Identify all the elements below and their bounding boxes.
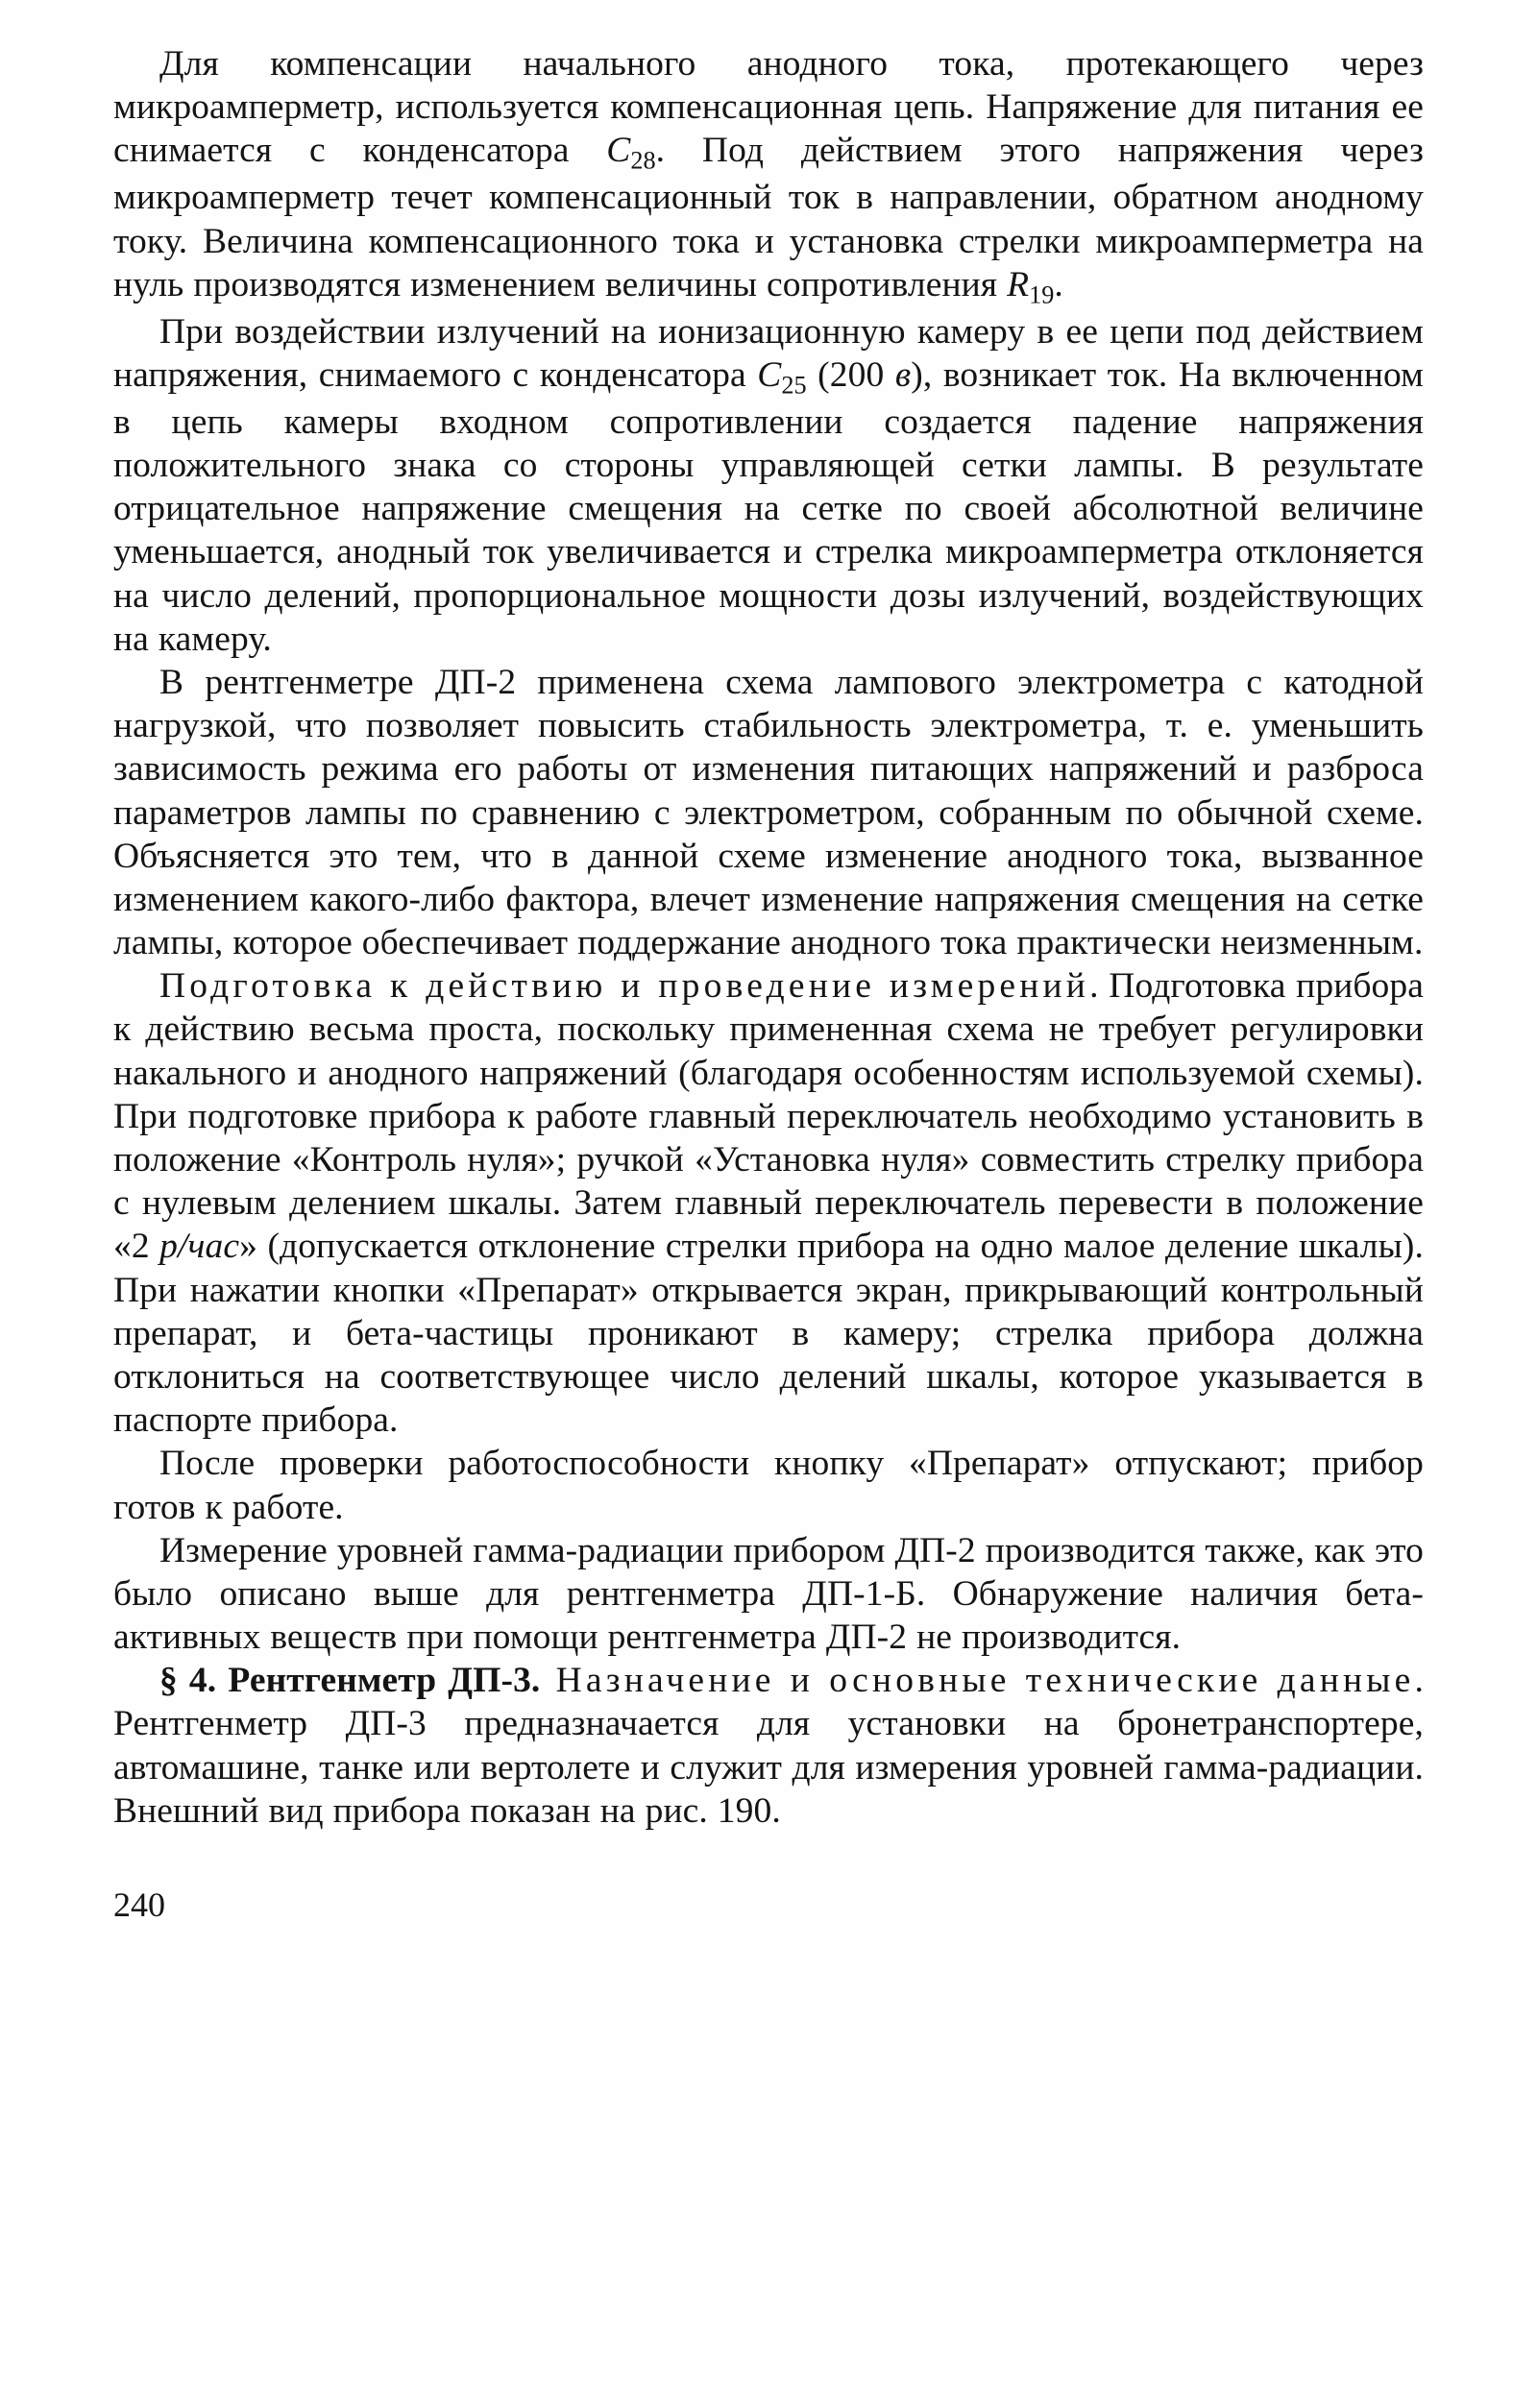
paragraph-list — [113, 42, 1424, 1833]
text-run: Для компенсации начального анодного тока, протекающего через микроамперметр, используется компенсационная цепь. Напряжение для питания ее снимается с конденсатора — [113, 44, 1424, 171]
paragraph — [113, 42, 1424, 310]
text-run: » (допускается отклонение стрелки прибора на одно малое деление шкалы). При нажатии кнопки «Препарат» открывается экран, прикрывающий контрольный препарат, и бета-частицы проникают в камеру; стрелка прибора должна отклониться на соответствующее число делений шкалы, которое указывается в паспорте прибора. — [113, 1227, 1424, 1441]
text-run: В рентгенметре ДП-2 применена схема лампового электрометра с катодной нагрузкой, что позволяет повысить стабильность электрометра, т. е. уменьшить зависимость режима его работы от изменения питающих напряжений и разброса параметров лампы по сравнению с электрометром, собранным по обычной схеме. Объясняется это тем, что в данной схеме изменение анодного тока, вызванное изменением какого-либо фактора, влечет изменение напряжения смещения на сетке лампы, которое обеспечивает поддержание анодного тока практически неизменным. — [113, 662, 1424, 963]
text-run: Измерение уровней гамма-радиации прибором ДП-2 производится также, как это было описано выше для рентгенметра ДП-1-Б. Обнаружение наличия бета-активных веществ при помощи рентгенметра ДП-2 не производится. — [113, 1530, 1424, 1658]
text-run: При воздействии излучений на ионизационную камеру в ее цепи под действием напряжения, снимаемого с конденсатора — [113, 311, 1424, 395]
section-heading: § 4. Рентгенметр ДП-3. — [159, 1661, 541, 1701]
paragraph — [113, 1659, 1424, 1833]
letterspaced-heading: Назначение и основные технические данные — [540, 1661, 1415, 1701]
letterspaced-heading: Подготовка к действию и проведение измерений — [159, 966, 1090, 1007]
text-run: . — [1054, 264, 1063, 304]
text-run: . Подготовка прибора к действию весьма проста, поскольку примененная схема не требует регулировки накального и анодного напряжений (благодаря особенностям используемой схемы). При подготовке прибора к работе главный переключатель необходимо установить в положение «Контроль нуля»; ручкой «Установка нуля» совместить стрелку прибора с нулевым делением шкалы. Затем главный переключатель перевести в положение «2 — [113, 966, 1424, 1267]
paragraph — [113, 661, 1424, 964]
text-run: . Под действием этого напряжения через микроамперметр течет компенсационный ток в направлении, обратном анодному току. Величина компенсационного тока и установка стрелки микроамперметра на нуль производятся изменением величины сопротивления — [113, 131, 1424, 304]
paragraph — [113, 964, 1424, 1442]
paragraph — [113, 1529, 1424, 1660]
text-run: ), возникает ток. На включенном в цепь камеры входном сопротивлении создается падение напряжения положительного знака со стороны управляющей сетки лампы. В результате отрицательное напряжение смещения на сетке по своей абсолютной величине уменьшается, анодный ток увеличивается и стрелка микроамперметра отклоняется на число делений, пропорциональное мощности дозы излучений, воздействующих на камеру. — [113, 354, 1425, 659]
italic-symbol: R — [1007, 264, 1030, 304]
subscript: 28 — [630, 146, 656, 175]
page-number: 240 — [113, 1885, 165, 1925]
text-run: После проверки работоспособности кнопку «Препарат» отпускают; прибор готов к работе. — [113, 1444, 1424, 1527]
italic-symbol: C — [606, 131, 631, 171]
paragraph — [113, 310, 1424, 661]
italic-symbol: в — [894, 354, 912, 395]
italic-symbol: C — [757, 354, 782, 395]
italic-symbol: р/час — [159, 1227, 240, 1267]
subscript: 19 — [1029, 280, 1055, 309]
paragraph — [113, 1442, 1424, 1528]
page-body — [113, 42, 1424, 1833]
subscript: 25 — [781, 371, 807, 400]
text-run: . Рентгенметр ДП-3 предназначается для установки на бронетранспортере, автомашине, танке или вертолете и служит для измерения уровней гамма-радиации. Внешний вид прибора показан на рис. 190. — [113, 1661, 1425, 1831]
text-run: (200 — [806, 354, 895, 395]
